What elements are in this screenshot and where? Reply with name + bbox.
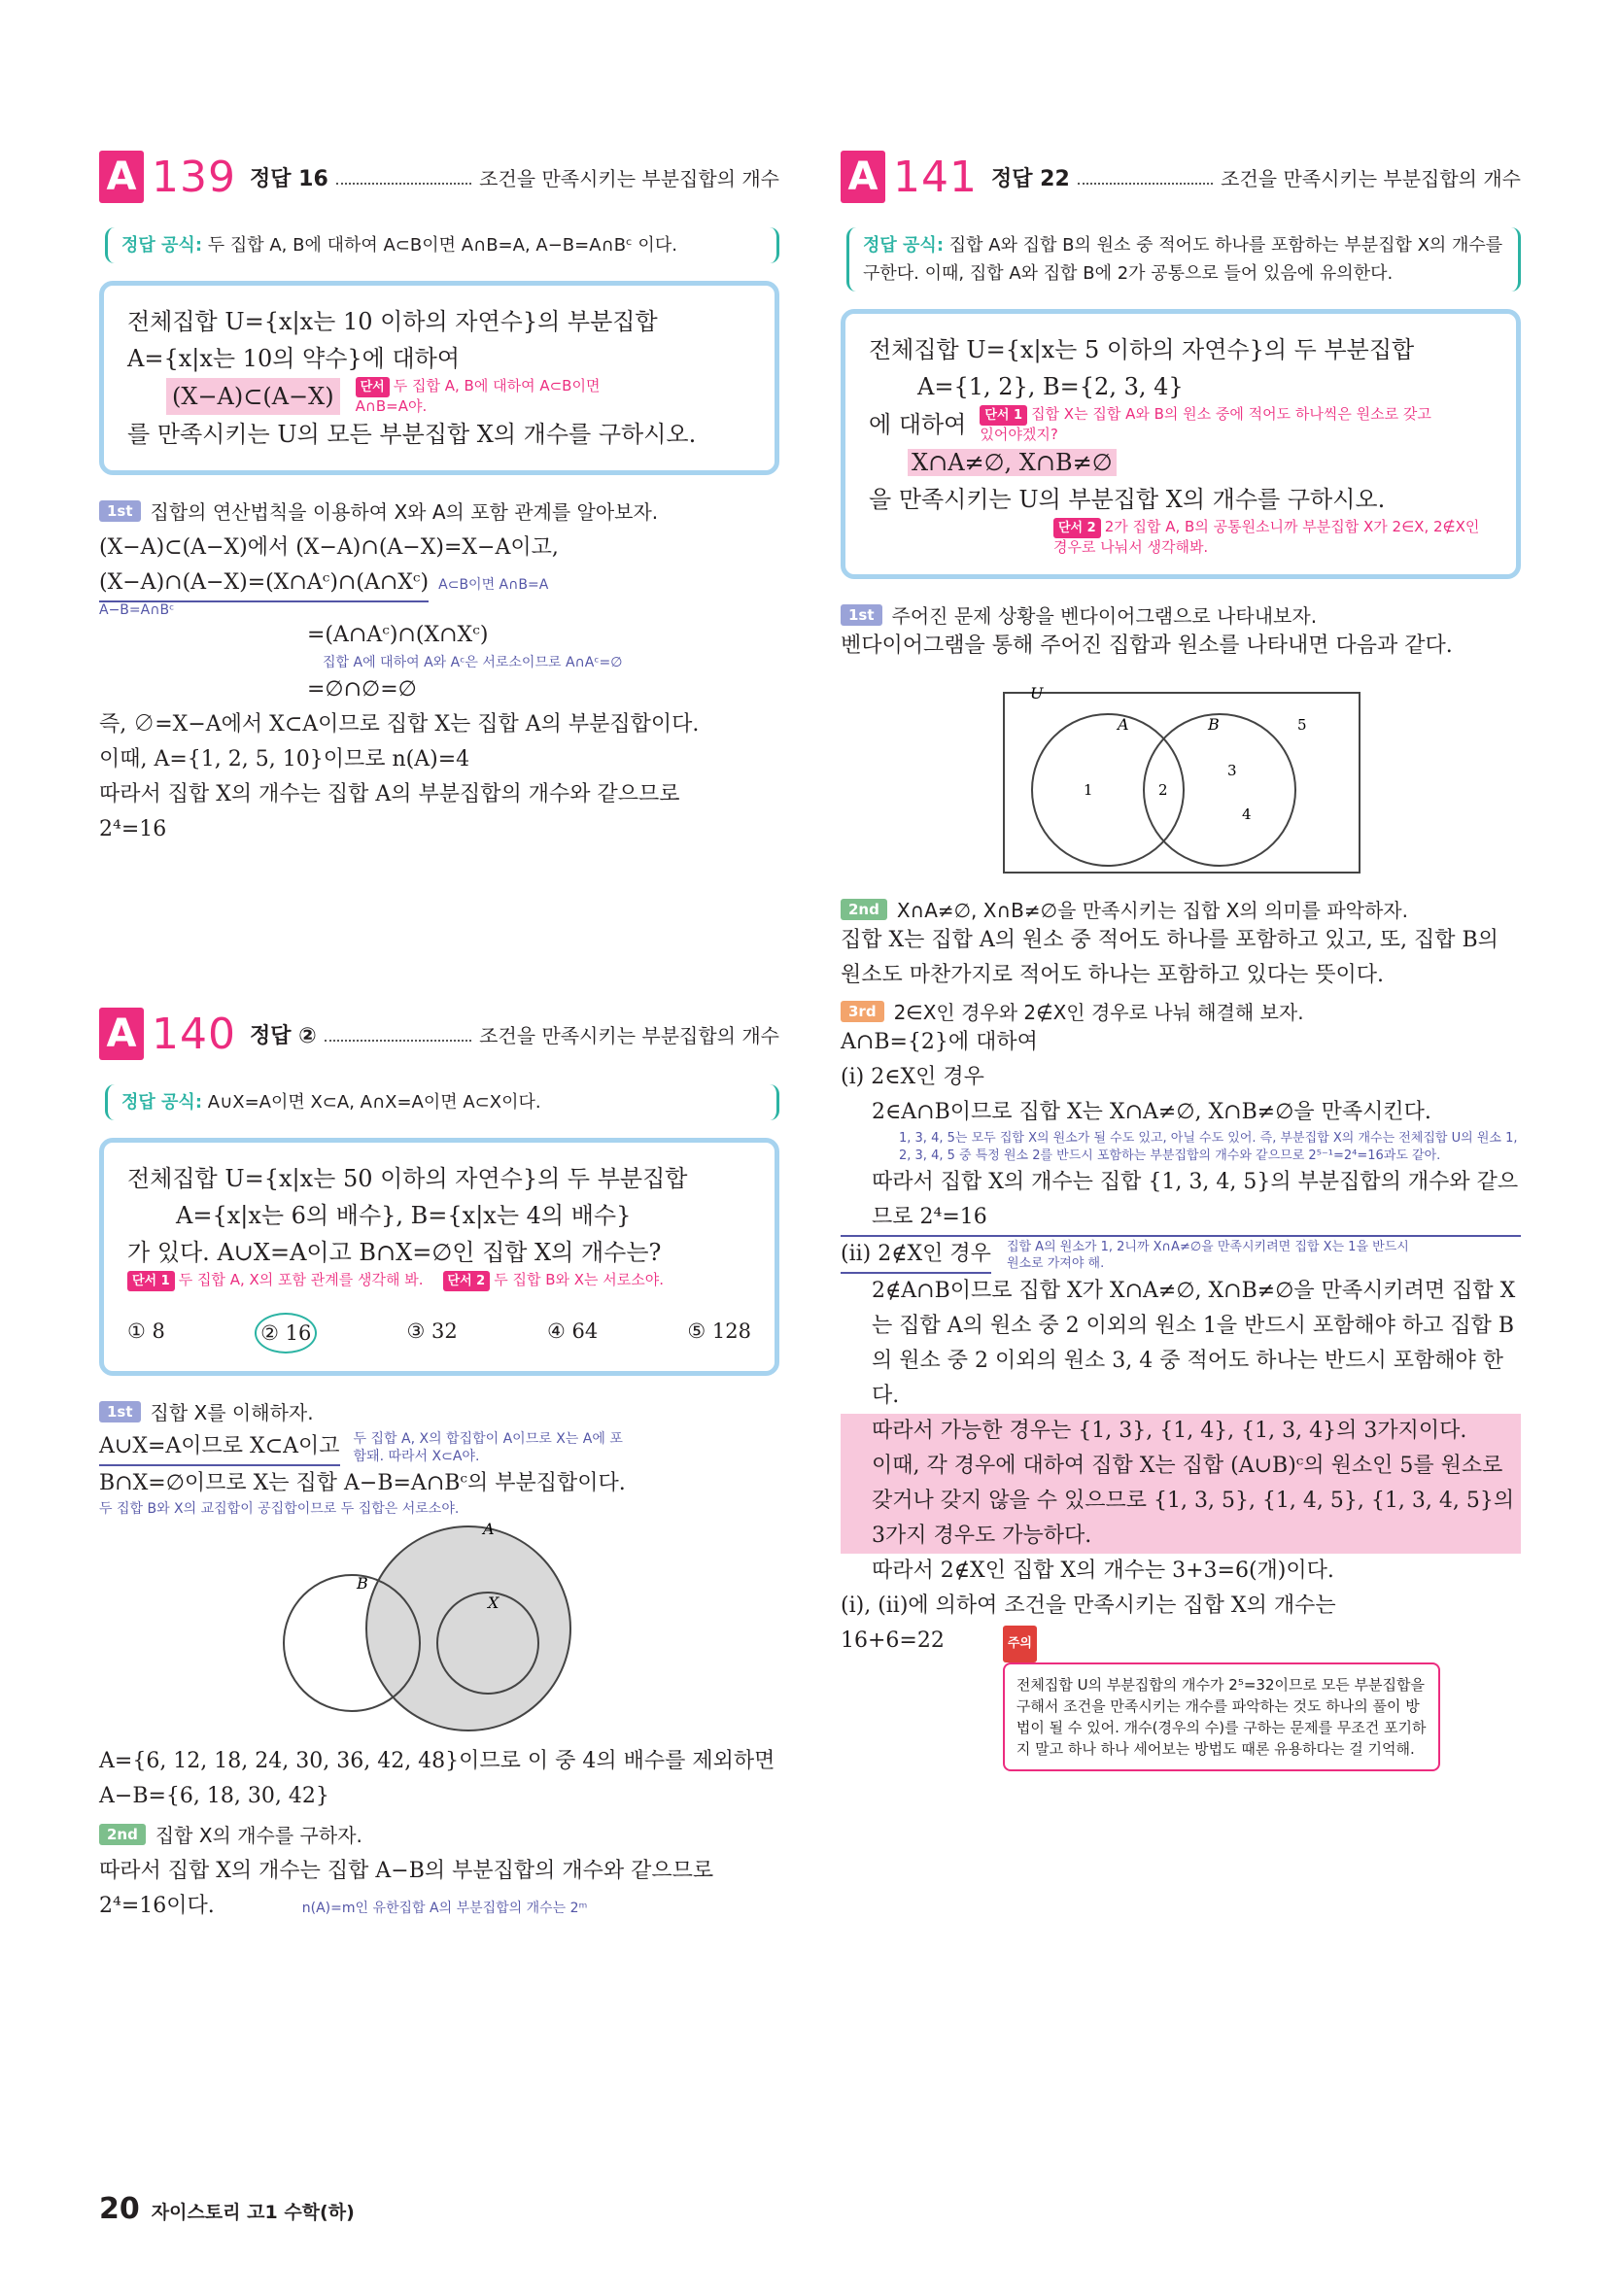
hint-tag: 단서: [356, 377, 390, 397]
problem-badge: A: [99, 151, 144, 203]
problem-line: 전체집합 U={x|x는 10 이하의 자연수}의 부분집합: [127, 308, 658, 335]
venn-element: 5: [1297, 716, 1307, 734]
step-title: 집합 X의 개수를 구하자.: [155, 1824, 362, 1847]
formula-box: [105, 1084, 779, 1120]
problem-139-header: [99, 146, 779, 210]
margin-note: 1, 3, 4, 5는 모두 집합 X의 원소가 될 수도 있고, 아닐 수도 있어. 즉, 부분집합 X의 개수는 전체집합 U의 원소 1, 2, 3, 4, 5 중 특정 원소 2를 반드시 포함하는 부분집합의 개수와 같으므로 2⁵⁻¹=2⁴=16과도 같아.: [899, 1131, 1518, 1163]
solution-line: 즉, ∅=X−A에서 X⊂A이므로 집합 X는 집합 A의 부분집합이다.: [99, 712, 700, 737]
venn-element: 2: [1158, 781, 1168, 799]
page-footer: [99, 2192, 355, 2226]
venn-label-a: A: [483, 1520, 495, 1538]
formula-label: 정답 공식:: [863, 235, 945, 256]
leader-dots: [1078, 169, 1213, 185]
solution-line: 2∉A∩B이므로 집합 X가 X∩A≠∅, X∩B≠∅을 만족시키려면 집합 X는 집합 A의 원소 중 2 이외의 원소 1을 반드시 포함해야 하고 집합 B의 원소 중 2 이외의 원소 3, 4 중 적어도 하나는 반드시 포함해야 한다.: [872, 1279, 1516, 1408]
step-title: X∩A≠∅, X∩B≠∅을 만족시키는 집합 X의 의미를 파악하자.: [896, 899, 1408, 922]
venn-element: 1: [1084, 781, 1093, 799]
problem-box: [841, 309, 1521, 579]
solution-line: 따라서 집합 X의 개수는 집합 A의 부분집합의 개수와 같으므로: [99, 782, 680, 806]
solution-line: 따라서 집합 X의 개수는 집합 A−B의 부분집합의 개수와 같으므로: [99, 1859, 714, 1883]
margin-note: 두 집합 A, X의 합집합이 A이므로 X는 A에 포함돼. 따라서 X⊂A야.: [353, 1431, 623, 1464]
problem-number: 140: [152, 1009, 236, 1059]
venn-diagram-140: [99, 1517, 779, 1740]
case-heading: (i) 2∈X인 경우: [841, 1065, 984, 1089]
problem-line: A={1, 2}, B={2, 3, 4}: [917, 373, 1184, 400]
step-1: 1st 주어진 문제 상황을 벤다이어그램으로 나타내보자.: [841, 600, 1521, 629]
choice-1[interactable]: ① 8: [127, 1319, 165, 1343]
final-answer: 16+6=22: [841, 1628, 945, 1653]
solution-141: [841, 1025, 1521, 1771]
step-title: 주어진 문제 상황을 벤다이어그램으로 나타내보자.: [891, 604, 1318, 628]
solution-line: 이때, A={1, 2, 5, 10}이므로 n(A)=4: [99, 747, 470, 771]
problem-line: 가 있다. A∪X=A이고 B∩X=∅인 집합 X의 개수는?: [127, 1239, 662, 1266]
solution-line: 따라서 가능한 경우는 {1, 3}, {1, 4}, {1, 3, 4}의 3가지이다.: [841, 1414, 1521, 1449]
venn-label-b: B: [1208, 715, 1220, 734]
problem-140-header: [99, 1003, 779, 1067]
leader-dots: [336, 169, 471, 185]
solution-line: A−B={6, 18, 30, 42}: [99, 1784, 329, 1808]
solution-139: [99, 531, 779, 847]
step-title: 집합의 연산법칙을 이용하여 X와 A의 포함 관계를 알아보자.: [150, 500, 659, 524]
right-column: [841, 146, 1521, 1771]
problem-line: A={x|x는 10의 약수}에 대하여: [127, 345, 461, 372]
solution-line: 집합 X는 집합 A의 원소 중 적어도 하나를 포함하고 있고, 또, 집합 B의 원소도 마찬가지로 적어도 하나는 포함하고 있다는 뜻이다.: [841, 928, 1498, 987]
answer-choices: [127, 1313, 751, 1354]
margin-note: A−B=A∩Bᶜ: [99, 602, 175, 618]
formula-box: [846, 227, 1521, 291]
condition-highlight: (X−A)⊂(A−X): [166, 378, 340, 415]
solution-line: (X−A)⊂(A−X)에서 (X−A)∩(A−X)=X−A이고,: [99, 535, 559, 560]
solution-line: =∅∩∅=∅: [307, 677, 417, 702]
problem-topic: 조건을 만족시키는 부분집합의 개수: [479, 166, 779, 190]
solution-line: A∩B={2}에 대하여: [841, 1030, 1038, 1054]
problem-141-header: [841, 146, 1521, 210]
problem-line: 전체집합 U={x|x는 5 이하의 자연수}의 두 부분집합: [869, 336, 1415, 363]
answer-label: 정답 ②: [249, 1023, 317, 1048]
problem-badge: A: [841, 151, 885, 203]
solution-line: (X−A)∩(A−X)=(X∩Aᶜ)∩(A∩Xᶜ): [99, 565, 429, 602]
problem-topic: 조건을 만족시키는 부분집합의 개수: [479, 1023, 779, 1047]
venn-label-b: B: [357, 1574, 368, 1593]
formula-text: A∪X=A이면 X⊂A, A∩X=A이면 A⊂X이다.: [207, 1092, 541, 1113]
problem-box: [99, 1138, 779, 1376]
margin-note: 집합 A에 대하여 A와 Aᶜ은 서로소이므로 A∩Aᶜ=∅: [323, 655, 623, 670]
choice-4[interactable]: ④ 64: [546, 1319, 599, 1343]
solution-line: 따라서 2∉X인 집합 X의 개수는 3+3=6(개)이다.: [872, 1559, 1334, 1583]
formula-box: [105, 227, 779, 263]
margin-note: A⊂B이면 A∩B=A: [438, 577, 549, 593]
choice-3[interactable]: ③ 32: [406, 1319, 458, 1343]
case-heading: (ii) 2∉X인 경우: [841, 1237, 991, 1274]
problem-line: 전체집합 U={x|x는 50 이하의 자연수}의 두 부분집합: [127, 1165, 688, 1192]
condition-highlight: X∩A≠∅, X∩B≠∅: [908, 449, 1117, 476]
solution-line: 벤다이어그램을 통해 주어진 집합과 원소를 나타내면 다음과 같다.: [841, 634, 1453, 658]
set-a-circle: [366, 1526, 570, 1731]
formula-label: 정답 공식:: [121, 1092, 203, 1113]
caution-box: [1003, 1624, 1440, 1771]
choice-2[interactable]: ② 16: [255, 1313, 317, 1354]
formula-label: 정답 공식:: [121, 235, 203, 256]
answer-label: 정답 22: [990, 166, 1070, 191]
venn-label-a: A: [1118, 715, 1129, 734]
formula-text: 두 집합 A, B에 대하여 A⊂B이면 A∩B=A, A−B=A∩Bᶜ 이다.: [207, 235, 677, 256]
problem-line: 을 만족시키는 U의 부분집합 X의 개수를 구하시오.: [869, 486, 1386, 513]
hint-note-1: 단서 1 집합 X는 집합 A와 B의 원소 중에 적어도 하나씩은 원소로 갖고 있어야겠지?: [980, 405, 1431, 443]
problem-line: A={x|x는 6의 배수}, B={x|x는 4의 배수}: [176, 1202, 632, 1229]
answer-label: 정답 16: [249, 166, 328, 191]
hint-note: 단서 두 집합 A, B에 대하여 A⊂B이면 A∩B=A야.: [355, 377, 601, 415]
problem-line: 를 만족시키는 U의 모든 부분집합 X의 개수를 구하시오.: [127, 421, 697, 448]
hint-note-2: 단서 2 두 집합 B와 X는 서로소야.: [443, 1271, 665, 1291]
solution-line: =(A∩Aᶜ)∩(X∩Xᶜ): [307, 623, 489, 647]
margin-note: n(A)=m인 유한집합 A의 부분집합의 개수는 2ᵐ: [301, 1901, 588, 1916]
book-title: 자이스토리 고1 수학(하): [151, 2202, 355, 2223]
solution-line: 2∈A∩B이므로 집합 X는 X∩A≠∅, X∩B≠∅을 만족시킨다.: [872, 1100, 1431, 1124]
solution-140: [99, 1429, 779, 1517]
step-1: 1st 집합 X를 이해하자.: [99, 1397, 779, 1425]
venn-label-x: X: [488, 1593, 499, 1612]
solution-line: 따라서 집합 X의 개수는 집합 {1, 3, 4, 5}의 부분집합의 개수와 같으므로 2⁴=16: [841, 1165, 1521, 1237]
venn-diagram-141: [841, 664, 1521, 877]
formula-text: 집합 A와 집합 B의 원소 중 적어도 하나를 포함하는 부분집합 X의 개수를 구한다. 이때, 집합 A와 집합 B에 2가 공통으로 들어 있음에 유의한다.: [863, 235, 1503, 284]
venn-label-u: U: [1030, 684, 1044, 703]
caution-text: 전체집합 U의 부분집합의 개수가 2⁵=32이므로 모든 부분집합을 구해서 조건을 만족시키는 개수를 파악하는 것도 하나의 풀이 방법이 될 수 있어. 개수(경우의 수)를 구하는 문제를 무조건 포기하지 말고 하나 하나 세어보는 방법도 때론 유용하다는 걸 기억해.: [1003, 1662, 1440, 1771]
step-1: [99, 497, 779, 525]
problem-line: 에 대하여: [869, 411, 967, 438]
problem-number: 141: [893, 152, 978, 202]
choice-5[interactable]: ⑤ 128: [687, 1319, 751, 1343]
margin-note: 집합 A의 원소가 1, 2니까 X∩A≠∅을 만족시키려면 집합 X는 1을 반드시 원소로 가져야 해.: [1006, 1240, 1409, 1271]
problem-number: 139: [152, 152, 236, 202]
solution-140-cont: [99, 1744, 779, 1814]
left-column: [99, 146, 779, 1926]
step-tag: 1st: [99, 500, 141, 522]
problem-box: [99, 281, 779, 475]
step-2: 2nd X∩A≠∅, X∩B≠∅을 만족시키는 집합 X의 의미를 파악하자.: [841, 895, 1521, 923]
solution-line: 2⁴=16: [99, 817, 167, 841]
solution-line: A∪X=A이므로 X⊂A이고: [99, 1429, 340, 1466]
solution-line: (i), (ii)에 의하여 조건을 만족시키는 집합 X의 개수는: [841, 1593, 1336, 1618]
step-title: 2∈X인 경우와 2∉X인 경우로 나눠 해결해 보자.: [893, 1001, 1304, 1024]
step-2: 2nd 집합 X의 개수를 구하자.: [99, 1820, 779, 1848]
venn-element: 4: [1242, 805, 1252, 823]
hint-note-1: 단서 1 두 집합 A, X의 포함 관계를 생각해 봐.: [127, 1271, 424, 1291]
solution-line: 이때, 각 경우에 대하여 집합 X는 집합 (A∪B)ᶜ의 원소인 5를 원소로 갖거나 갖지 않을 수 있으므로 {1, 3, 5}, {1, 4, 5}, {1, 3, 4, 5}의 3가지 경우도 가능하다.: [841, 1449, 1521, 1554]
solution-line: B∩X=∅이므로 X는 집합 A−B=A∩Bᶜ의 부분집합이다.: [99, 1471, 626, 1495]
page-number: 20: [99, 2192, 140, 2226]
step-3: 3rd 2∈X인 경우와 2∉X인 경우로 나눠 해결해 보자.: [841, 997, 1521, 1025]
solution-line: 2⁴=16이다.: [99, 1894, 215, 1918]
solution-line: A={6, 12, 18, 24, 30, 36, 42, 48}이므로 이 중 4의 배수를 제외하면: [99, 1749, 775, 1773]
leader-dots: [325, 1026, 471, 1042]
solution-140-end: [99, 1854, 779, 1926]
hint-note-2: 단서 2 2가 집합 A, B의 공통원소니까 부분집합 X가 2∈X, 2∉X인 경우로 나눠서 생각해봐.: [1053, 518, 1480, 556]
margin-note: 두 집합 B와 X의 교집합이 공집합이므로 두 집합은 서로소야.: [99, 1501, 460, 1517]
problem-topic: 조건을 만족시키는 부분집합의 개수: [1221, 166, 1521, 190]
caution-tag: 주의: [1003, 1626, 1037, 1662]
venn-element: 3: [1227, 762, 1237, 779]
problem-badge: A: [99, 1008, 144, 1060]
step-title: 집합 X를 이해하자.: [150, 1401, 314, 1424]
